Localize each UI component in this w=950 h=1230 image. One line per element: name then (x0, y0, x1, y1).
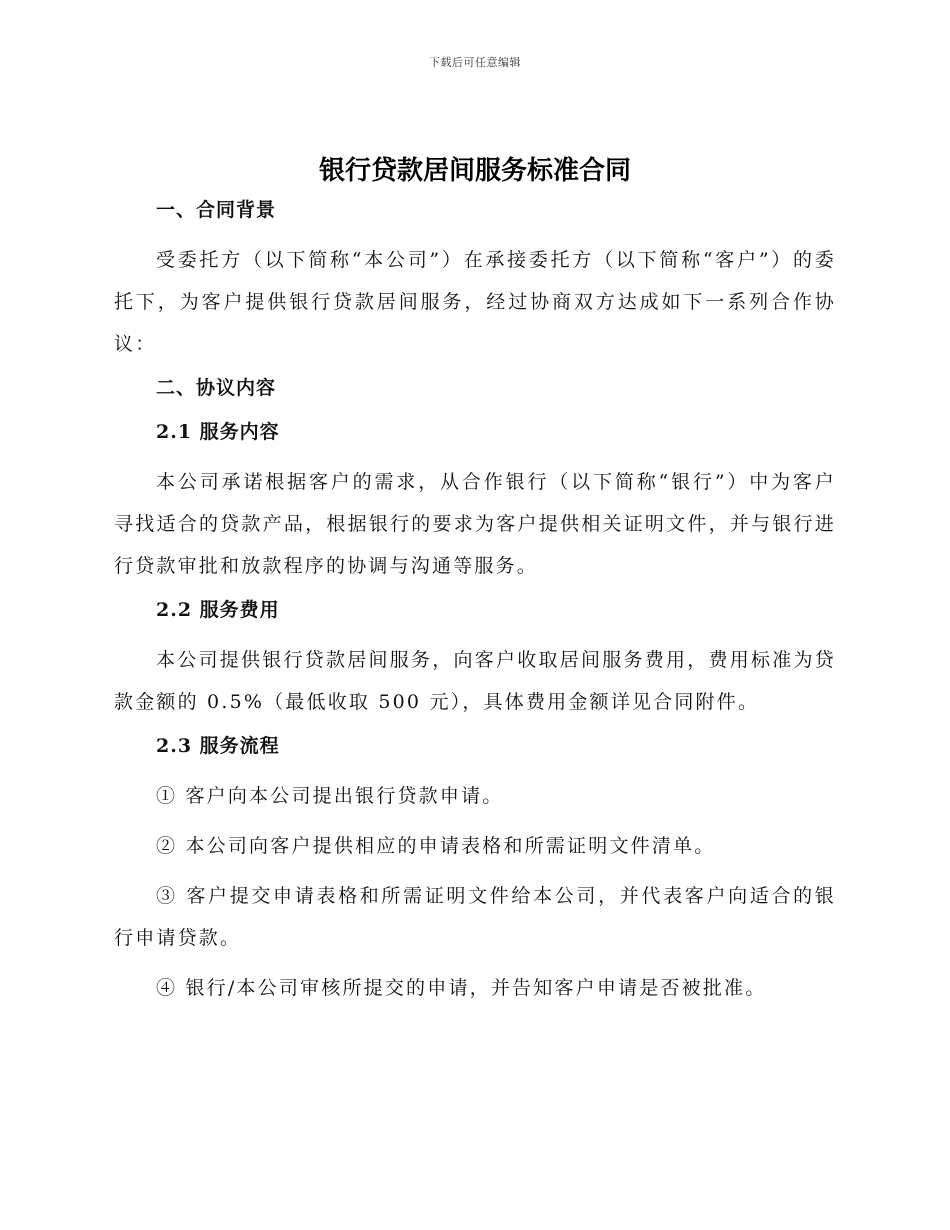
process-step-4: ④ 银行/本公司审核所提交的申请，并告知客户申请是否被批准。 (156, 977, 767, 999)
header-note: 下载后可任意编辑 (429, 56, 521, 69)
process-step-1: ① 客户向本公司提出银行贷款申请。 (156, 785, 504, 807)
process-step-3: ③ 客户提交申请表格和所需证明文件给本公司，并代表客户向适合的银行申请贷款。 (114, 885, 836, 949)
paragraph-background: 受委托方（以下简称“本公司”）在承接委托方（以下简称“客户”）的委托下，为客户提供银行贷款居间服务，经过协商双方达成如下一系列合作协议： (114, 249, 836, 355)
subsection-heading-service-content: 2.1 服务内容 (156, 421, 280, 443)
document-body (114, 195, 836, 1009)
subsection-heading-service-process: 2.3 服务流程 (156, 735, 280, 757)
document-title: 银行贷款居间服务标准合同 (318, 156, 631, 186)
section-heading-agreement: 二、协议内容 (156, 377, 277, 399)
process-step-2: ② 本公司向客户提供相应的申请表格和所需证明文件清单。 (156, 835, 716, 857)
paragraph-service-fee: 本公司提供银行贷款居间服务，向客户收取居间服务费用，费用标准为贷款金额的 0.5%（最低收取 500 元），具体费用金额详见合同附件。 (114, 649, 836, 713)
paragraph-service-content: 本公司承诺根据客户的需求，从合作银行（以下简称“银行”）中为客户寻找适合的贷款产品，根据银行的要求为客户提供相关证明文件，并与银行进行贷款审批和放款程序的协调与沟通等服务。 (114, 471, 836, 577)
subsection-heading-service-fee: 2.2 服务费用 (156, 599, 280, 621)
section-heading-background: 一、合同背景 (156, 199, 277, 221)
